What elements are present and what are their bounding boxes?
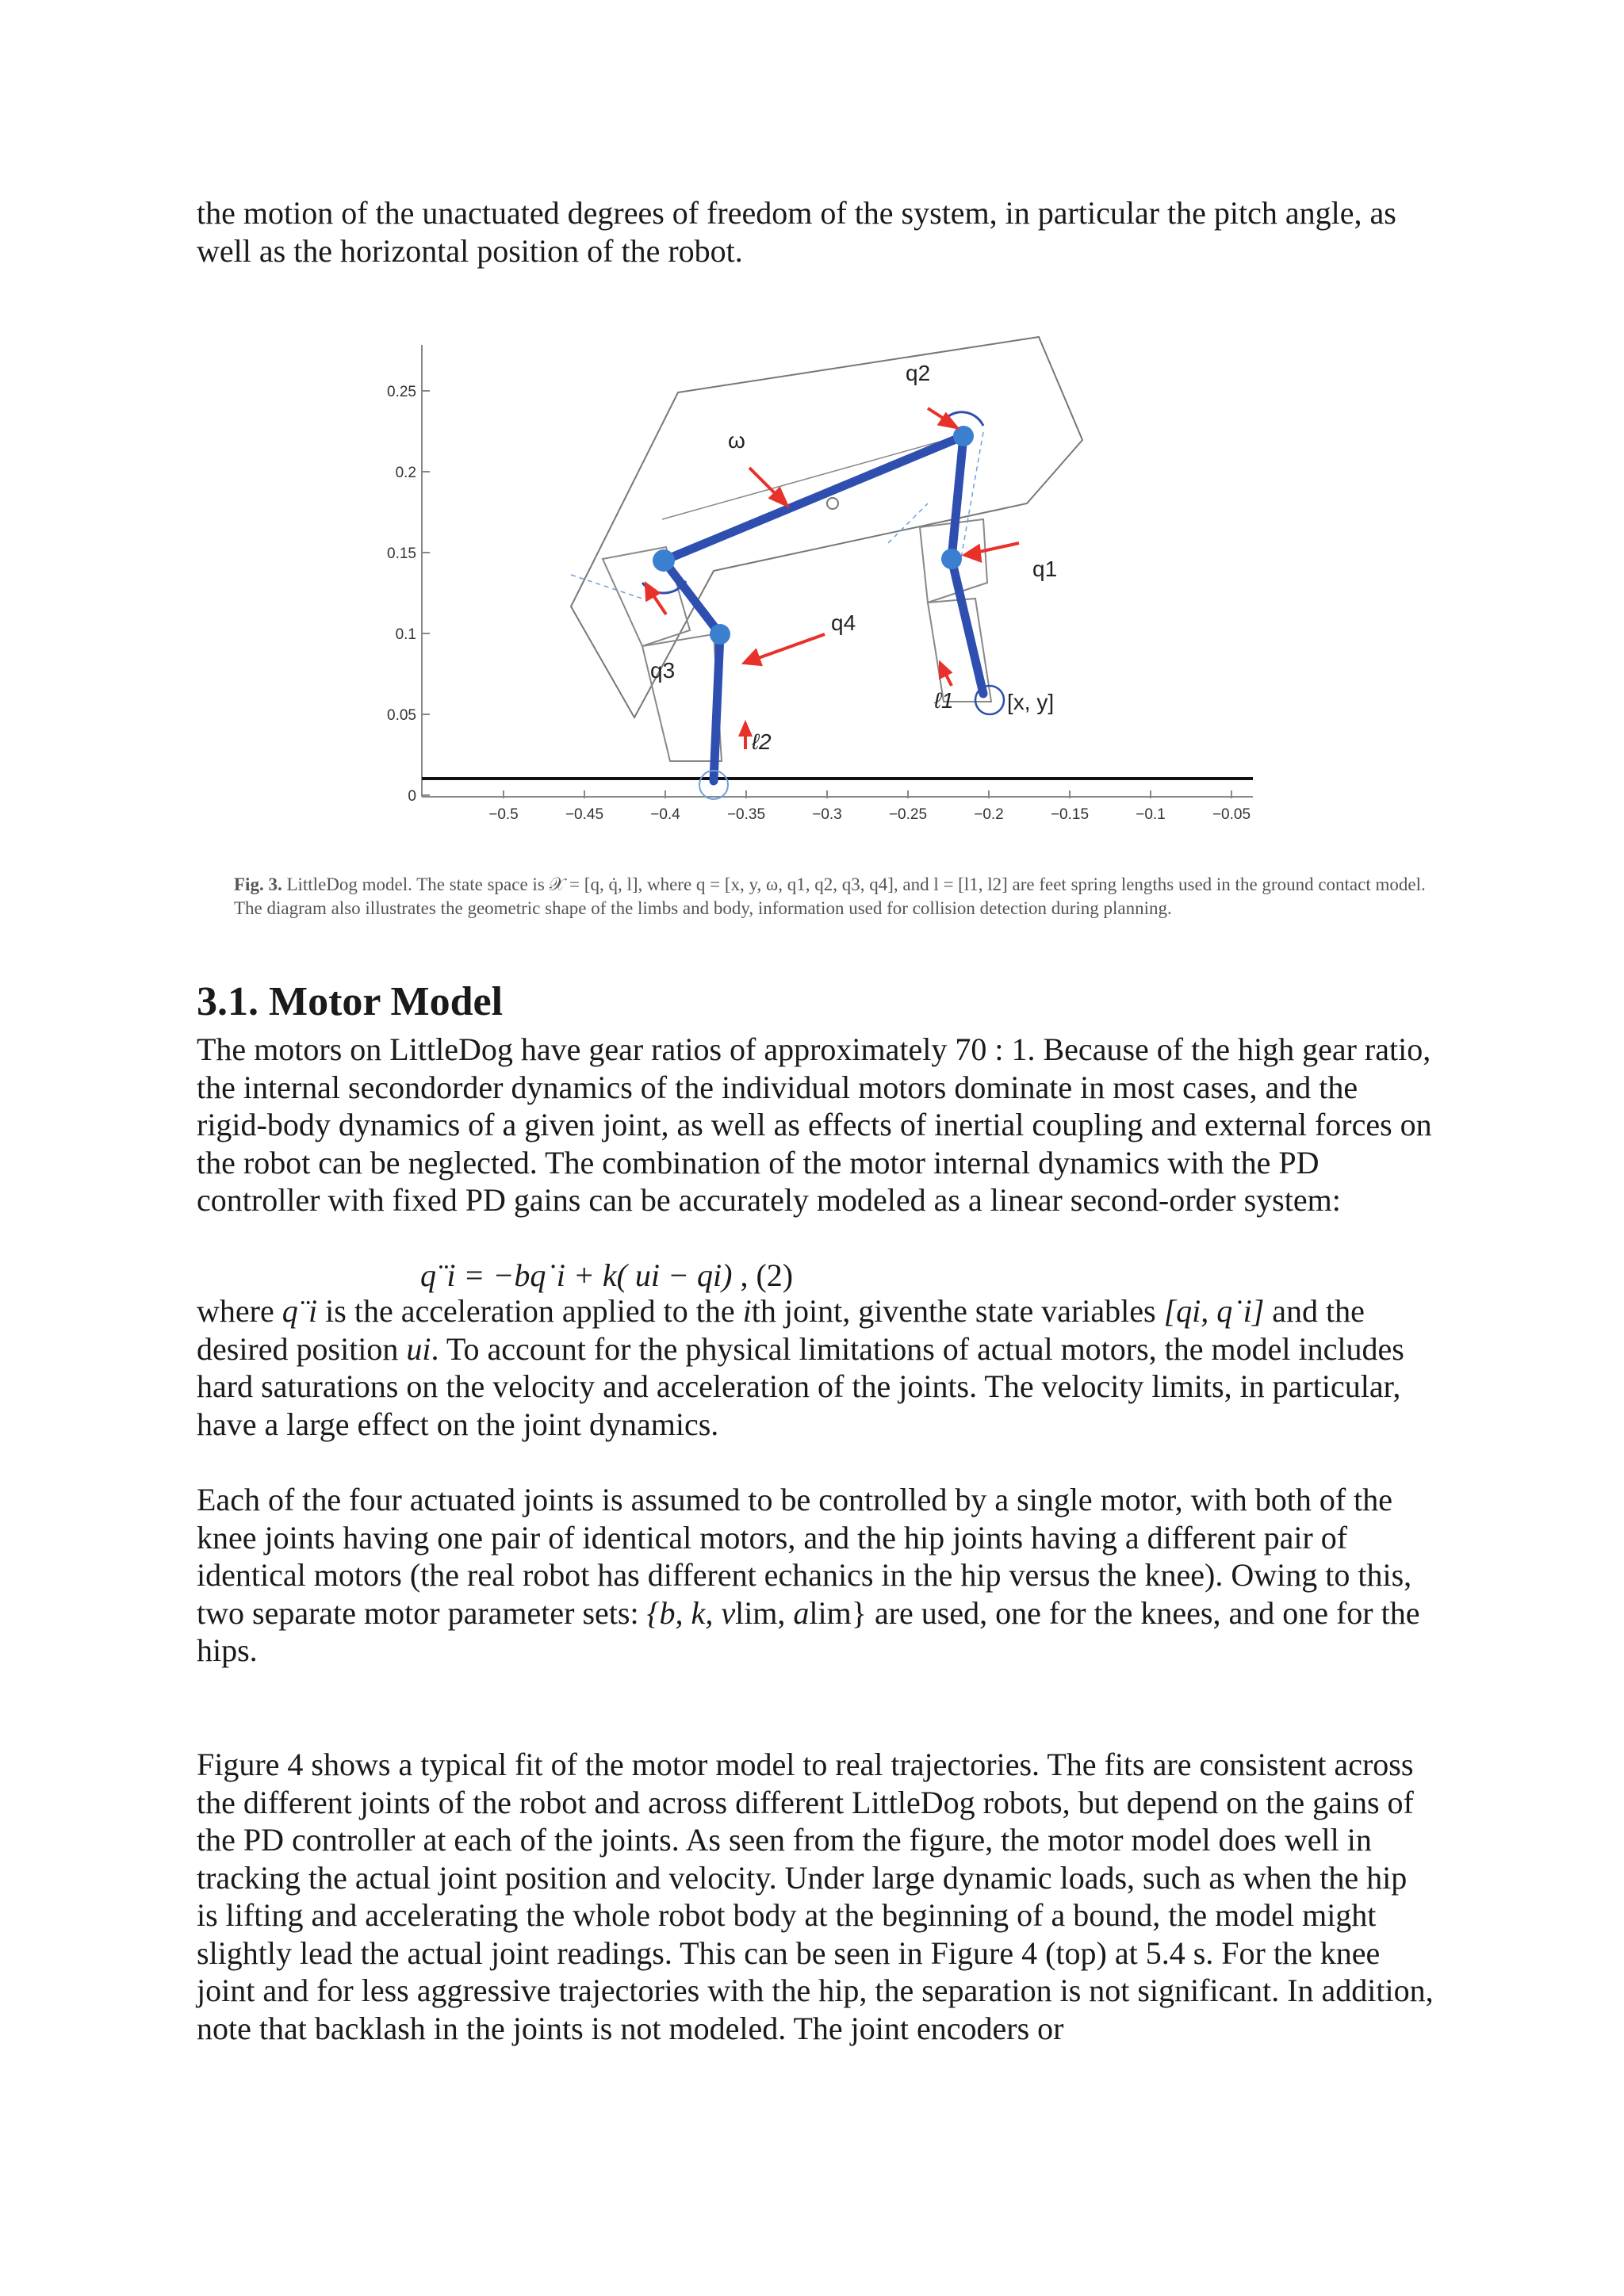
l2-label: ℓ2 <box>752 729 772 754</box>
text-span: lim} <box>809 1594 867 1631</box>
y-tick: 0 <box>408 788 416 805</box>
equation-body: q¨i = −bq˙i + k( ui − qi) <box>420 1257 733 1293</box>
caption-label: Fig. 3. <box>234 874 282 894</box>
q1-label: q1 <box>1032 557 1058 581</box>
equation-number: , (2) <box>740 1257 794 1293</box>
y-tick: 0.05 <box>387 707 416 724</box>
y-tick: 0.2 <box>395 465 416 481</box>
math-span: ui <box>406 1330 431 1367</box>
x-tick: −0.2 <box>974 806 1004 823</box>
x-tick: −0.1 <box>1136 806 1166 823</box>
guide-line <box>888 503 928 543</box>
y-tick: 0.25 <box>387 384 416 400</box>
littledog-figure <box>373 329 1300 836</box>
rear-knee-joint <box>710 624 730 645</box>
math-span: a <box>793 1594 810 1631</box>
text-span: . To account for the physical limitations of actual motors, the model includes hard saturations on the velocity and acceleration of the joints. The velocity limits, in particular, have a large effect on the joint dynamics. <box>197 1330 1404 1442</box>
body-axis-line <box>662 436 959 519</box>
x-tick: −0.25 <box>888 806 928 823</box>
x-tick-labels <box>488 790 1251 823</box>
littledog-diagram <box>373 329 1300 836</box>
figure-caption <box>234 873 1439 920</box>
front-knee-joint <box>941 549 962 569</box>
q2-label: q2 <box>906 361 931 385</box>
text-span: is the acceleration applied to the <box>325 1293 735 1329</box>
x-tick: −0.45 <box>565 806 604 823</box>
text-span: th joint, giventhe state variables <box>751 1293 1156 1329</box>
paragraph-motor-intro: The motors on LittleDog have gear ratios of approximately 70 : 1. Because of the high gear ratio, the internal secondorder dynamics of the individual motors dominate in most cases, and the rigid-body dynamics of a given joint, as well as effects of inertial coupling and external forces on the robot can be neglected. The combination of the motor internal dynamics with the PD controller with fixed PD gains can be accurately modeled as a linear second-order system: <box>197 1031 1432 1218</box>
paragraph-motor-parameters <box>197 1481 1434 1670</box>
text-span: Each of the four actuated joints is assumed to be controlled by a single motor, with both of the knee joints having one pair of identical motors, and the hip joints having a different pair of identical motors (the real robot has different echanics in the hip versus the knee). Owing to this, two separate motor parameter sets: <box>197 1482 1412 1631</box>
robot-limbs <box>664 436 983 781</box>
body-outline <box>571 337 1082 718</box>
text-span: and the desired position <box>197 1293 1365 1367</box>
q3-label: q3 <box>650 658 676 683</box>
x-tick: −0.35 <box>726 806 766 823</box>
math-span: i <box>742 1293 752 1329</box>
math-span: q¨i <box>282 1293 318 1329</box>
y-tick-labels <box>387 384 430 805</box>
x-tick: −0.3 <box>812 806 842 823</box>
equation-2 <box>420 1257 793 1294</box>
section-heading: 3.1. Motor Model <box>197 979 504 1024</box>
x-tick: −0.15 <box>1050 806 1090 823</box>
y-tick: 0.15 <box>387 545 416 562</box>
text-span: where <box>197 1293 274 1329</box>
paragraph-model-fit: Figure 4 shows a typical fit of the motor model to real trajectories. The fits are consistent across the different joints of the robot and across different LittleDog robots, but depend on the gains of the PD controller at each of the joints. As seen from the figure, the motor model does well in tracking the actual joint position and velocity. Under large dynamic loads, such as when the hip is lifting and accelerating the whole robot body at the beginning of a bound, the model might slightly lead the actual joint readings. This can be seen in Figure 4 (top) at 5.4 s. For the knee joint and for less aggressive trajectories with the hip, the separation is not significant. In addition, note that backlash in the joints is not modeled. The joint encoders or <box>197 1747 1434 2046</box>
xy-label: [x, y] <box>1007 690 1055 714</box>
omega-label: ω <box>728 428 745 453</box>
math-span: {b, k, v <box>646 1594 736 1631</box>
y-tick: 0.1 <box>395 626 416 643</box>
x-tick: −0.05 <box>1212 806 1251 823</box>
body-center-marker <box>827 498 838 509</box>
l1-label: ℓ1 <box>934 688 954 713</box>
paragraph-equation-explanation <box>197 1292 1434 1443</box>
q4-label: q4 <box>831 610 856 635</box>
math-span: [qi, q˙i] <box>1163 1293 1265 1329</box>
text-span: lim, <box>735 1594 786 1631</box>
caption-text: LittleDog model. The state space is 𝒳 = [q, q̇, l], where q = [x, y, ω, q1, q2, q3, q4], and l = [l1, l2] are feet spring lengths used in the ground contact model. The diagram also illustrates the geometric shape of the limbs and body, information used for collision detection during planning. <box>234 874 1426 918</box>
rear-lower-leg-outline <box>642 634 722 761</box>
rear-hip-joint <box>653 549 675 572</box>
x-tick: −0.4 <box>650 806 680 823</box>
intro-paragraph: the motion of the unactuated degrees of freedom of the system, in particular the pitch angle, as well as the horizontal position of the robot. <box>197 195 1396 269</box>
x-tick: −0.5 <box>488 806 519 823</box>
text-span: are used, one for the knees, and one for the hips. <box>197 1594 1420 1668</box>
